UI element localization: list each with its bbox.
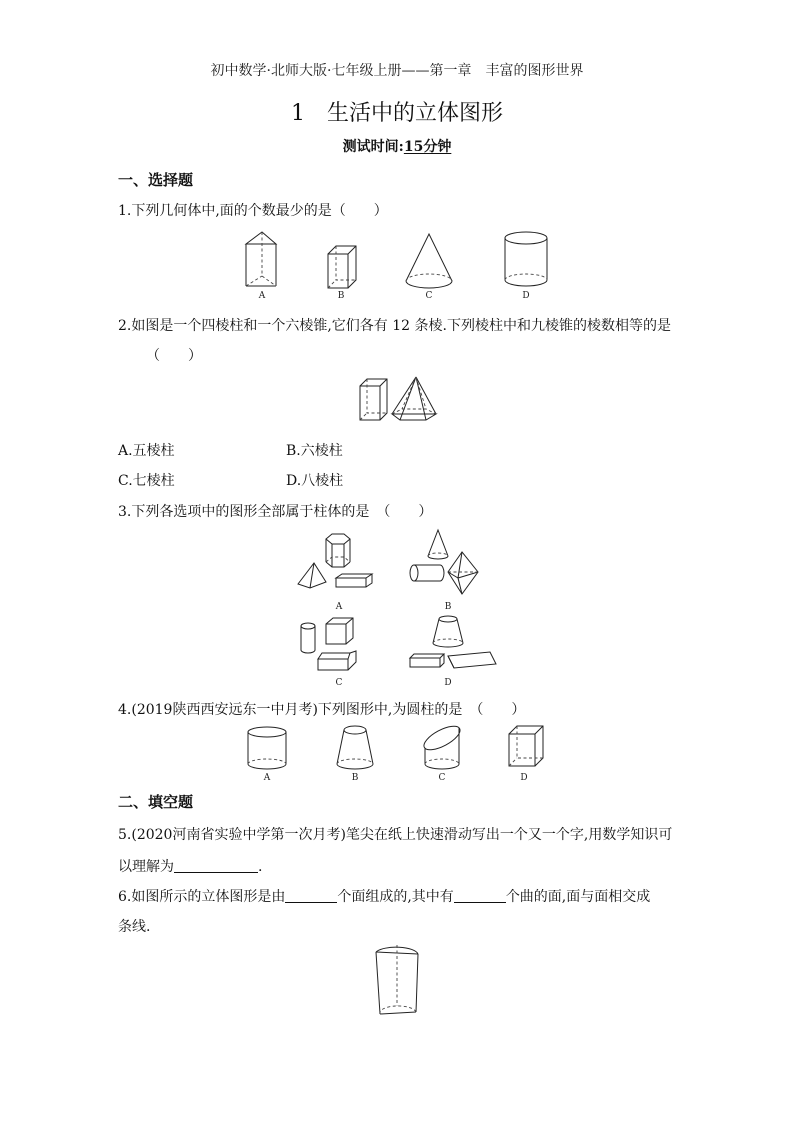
figure-1c-cone	[406, 234, 452, 301]
q2-option-d: D.八棱柱	[286, 473, 344, 489]
question-1-text: 1.下列几何体中,面的个数最少的是（ ）	[118, 203, 388, 219]
q3-label-c: C	[335, 678, 343, 688]
figure-4d-cuboid	[509, 726, 543, 783]
q1-label-c: C	[425, 291, 433, 301]
figure-6-half-cylinder-solid	[376, 945, 418, 1014]
q5-answer-blank[interactable]	[174, 858, 258, 873]
q2-option-b: B.六棱柱	[286, 443, 343, 459]
q6-text-part2: 个面组成的,其中有	[337, 889, 454, 905]
q6-curved-faces-blank[interactable]	[454, 888, 506, 903]
figure-3d-group	[410, 616, 496, 688]
q4-label-d: D	[520, 773, 528, 783]
section-choice-heading: 一、选择题	[118, 171, 194, 189]
section-fill-heading: 二、填空题	[118, 793, 194, 811]
question-3-text: 3.下列各选项中的图形全部属于柱体的是 （ ）	[118, 504, 433, 520]
q3-label-d: D	[444, 678, 452, 688]
q3-label-a: A	[335, 602, 343, 612]
q5-text-after-blank: .	[258, 859, 263, 875]
test-time-value: 15分钟	[403, 139, 452, 155]
q4-label-a: A	[263, 773, 271, 783]
q2-option-c: C.七棱柱	[118, 473, 175, 489]
question-6-line2: 条线.	[118, 919, 151, 935]
figure-1b-cuboid	[328, 246, 356, 301]
figure-2-quadrangular-prism	[360, 379, 387, 420]
question-5-line1: 5.(2020河南省实验中学第一次月考)笔尖在纸上快速滑动写出一个又一个字,用数学知识可	[118, 827, 673, 843]
question-4-text: 4.(2019陕西西安远东一中月考)下列图形中,为圆柱的是 （ ）	[118, 702, 526, 718]
q5-text-before-blank: 以理解为	[118, 859, 174, 875]
question-2-line2: （ ）	[146, 348, 202, 364]
q4-label-c: C	[438, 773, 446, 783]
q2-option-a: A.五棱柱	[118, 443, 175, 459]
figure-3b-group	[410, 530, 478, 612]
question-4-figures	[240, 722, 560, 786]
test-time	[0, 136, 794, 156]
figure-4c-oblique-cut-cylinder	[421, 722, 464, 783]
q1-label-a: A	[258, 291, 266, 301]
question-6-line1	[118, 886, 650, 906]
figure-4b-frustum	[337, 726, 373, 783]
figure-1a-triangular-prism	[246, 232, 276, 301]
figure-3a-group	[298, 534, 372, 612]
question-5-line2	[118, 856, 262, 876]
figure-3c-group	[301, 618, 356, 688]
figure-2-hexagonal-pyramid	[392, 377, 436, 420]
question-6-figure	[368, 940, 428, 1026]
figure-4a-cylinder	[248, 727, 286, 783]
question-3-figures	[290, 526, 510, 694]
question-2-figures	[356, 374, 446, 426]
page-header: 初中数学·北师大版·七年级上册——第一章 丰富的图形世界	[210, 63, 584, 79]
q4-label-b: B	[351, 773, 359, 783]
q6-text-part3: 个曲的面,面与面相交成	[505, 889, 651, 905]
q1-label-d: D	[522, 291, 530, 301]
q6-text-part1: 6.如图所示的立体图形是由	[118, 889, 286, 905]
q6-faces-count-blank[interactable]	[285, 888, 337, 903]
question-2-line1: 2.如图是一个四棱柱和一个六棱锥,它们各有 12 条棱.下列棱柱中和九棱锥的棱数相等的是	[118, 318, 671, 334]
q1-label-b: B	[337, 291, 345, 301]
question-1-figures	[236, 226, 566, 306]
lesson-title: 1 生活中的立体图形	[291, 101, 503, 126]
test-time-label: 测试时间:	[342, 139, 404, 155]
q3-label-b: B	[444, 602, 452, 612]
figure-1d-cylinder	[505, 232, 547, 301]
